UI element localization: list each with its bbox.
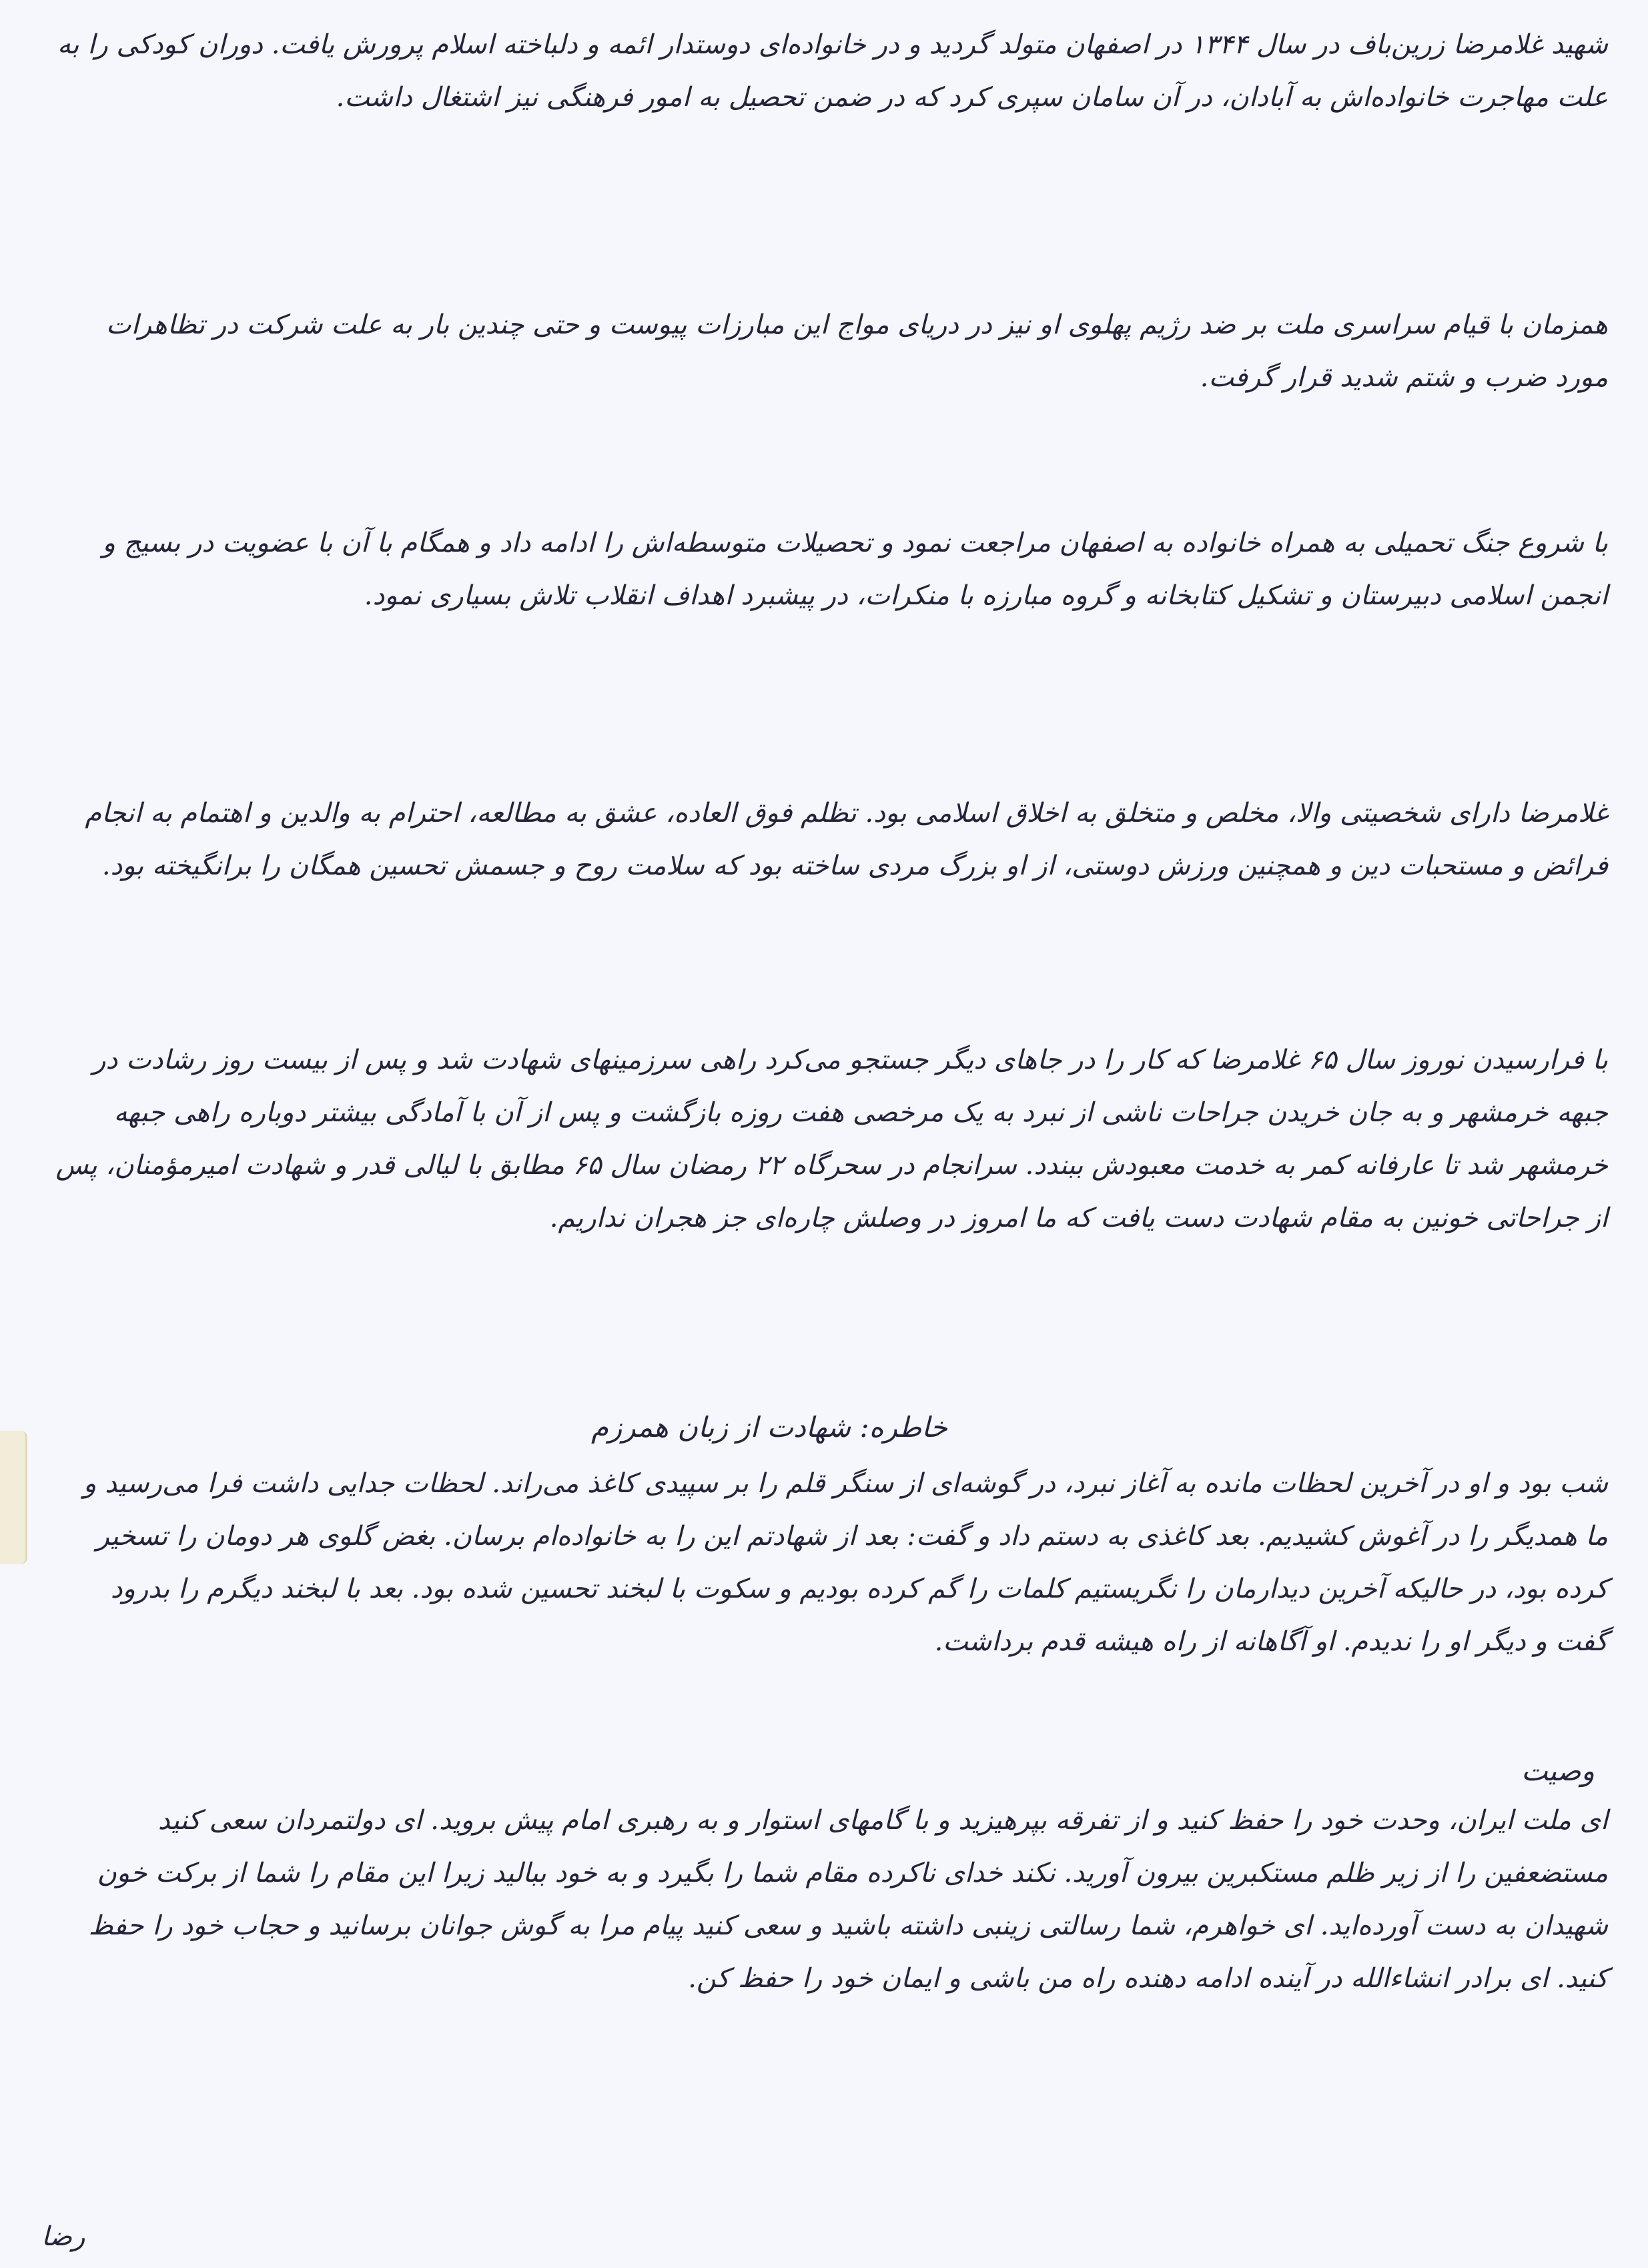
will-heading: وصیت: [1521, 1754, 1595, 1787]
adhesive-tape-strip: [0, 1431, 27, 1564]
memoir-paragraph: شب بود و او در آخرین لحظات مانده به آغاز نبرد، در گوشه‌ای از سنگر قلم را بر سپیدی کاغذ می‌راند. لحظات جدایی داشت فرا می‌رسید و ما همدیگر را در آغوش کشیدیم. بعد کاغذی به دستم داد و گفت: بعد از شهادتم این را به خانواده‌ام برسان. بغض گلوی هر دومان را تسخیر کرده بود، در حالیکه آخرین دیدارمان را نگریستیم کلمات را گم کرده بودیم و سکوت با لبخند تحسین شده بود. بعد با لبخند دیگرم را بدرود گفت و دیگر او را ندیدم. او آگاهانه از راه هیشه قدم برداشت.: [83, 1468, 1608, 1657]
biography-paragraph-2: همزمان با قیام سراسری ملت بر ضد رژیم پهلوی او نیز در دریای مواج این مبارزات پیوست و حتی چندین بار به علت شرکت در تظاهرات مورد ضرب و شتم شدید قرار گرفت.: [105, 310, 1608, 393]
biography-paragraph-3: با شروع جنگ تحمیلی به همراه خانواده به اصفهان مراجعت نمود و تحصیلات متوسطه‌اش را ادامه داد و همگام با آن با عضویت در بسیج و انجمن اسلامی دبیرستان و تشکیل کتابخانه و گروه مبارزه با منکرات، در پیشبرد اهداف انقلاب تلاش بسیاری نمود.: [102, 528, 1608, 611]
biography-paragraph-1: شهید غلامرضا زرین‌باف در سال ۱۳۴۴ در اصفهان متولد گردید و در خانواده‌ای دوستدار ائمه و دلباخته اسلام پرورش یافت. دوران کودکی را به علت مهاجرت خانواده‌اش به آبادان، در آن سامان سپری کرد که در ضمن تحصیل به امور فرهنگی نیز اشتغال داشت.: [57, 29, 1608, 113]
signature: رضا: [41, 2221, 85, 2252]
will-paragraph: ای ملت ایران، وحدت خود را حفظ کنید و از تفرقه بپرهیزید و با گامهای استوار و به رهبری امام پیش بروید. ای دولتمردان سعی کنید مستضعفین را از زیر ظلم مستکبرین بیرون آورید. نکند خدای ناکرده مقام شما را بگیرد و به خود ببالید زیرا این مقام را شما از برکت خون شهیدان به دست آورده‌اید. ای خواهرم، شما رسالتی زینبی داشته باشید و سعی کنید پیام مرا به گوش جوانان برسانید و حجاب خود را حفظ کنید. ای برادر انشاءالله در آینده ادامه دهنده راه من باشی و ایمان خود را حفظ کن.: [88, 1805, 1608, 1994]
biography-paragraph-5: با فرارسیدن نوروز سال ۶۵ غلامرضا که کار را در جاهای دیگر جستجو می‌کرد راهی سرزمینهای شهادت شد و پس از بیست روز رشادت در جبهه خرمشهر و به جان خریدن جراحات ناشی از نبرد به یک مرخصی هفت روزه بازگشت و پس از آن با آمادگی بیشتر دوباره راهی جبهه خرمشهر شد تا عارفانه کمر به خدمت معبودش ببندد. سرانجام در سحرگاه ۲۲ رمضان سال ۶۵ مطابق با لیالی قدر و شهادت امیرمؤمنان، پس از جراحاتی خونین به مقام شهادت دست یافت که ما امروز در وصلش چاره‌ای جز هجران نداریم.: [55, 1045, 1608, 1233]
memoir-heading: خاطره: شهادت از زبان همرزم: [591, 1411, 947, 1444]
biography-paragraph-4: غلامرضا دارای شخصیتی والا، مخلص و متخلق به اخلاق اسلامی بود. تظلم فوق العاده، عشق به مطالعه، احترام به والدین و اهتمام به انجام فرائض و مستحبات دین و همچنین ورزش دوستی، از او بزرگ مردی ساخته بود که سلامت روح و جسمش تحسین همگان را برانگیخته بود.: [85, 798, 1608, 881]
